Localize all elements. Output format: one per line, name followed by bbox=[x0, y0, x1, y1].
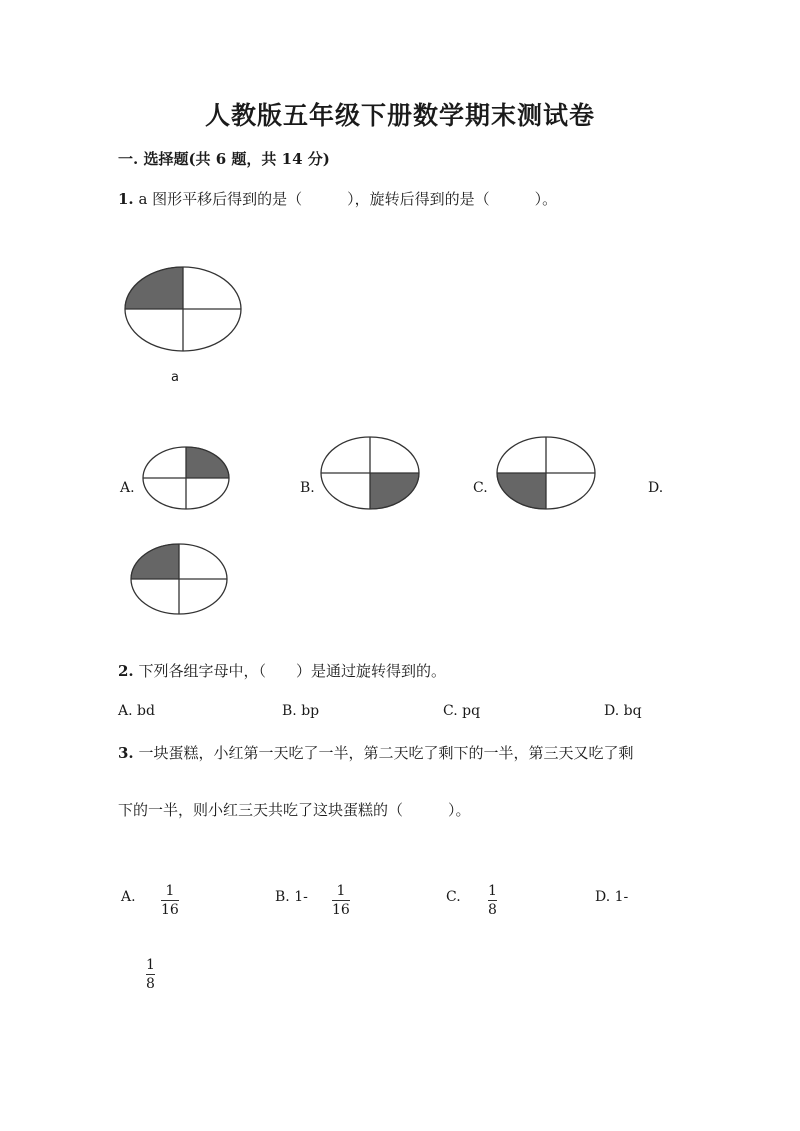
q1-option-d-figure[interactable] bbox=[130, 543, 228, 615]
q1-option-c-label: C. bbox=[473, 480, 488, 496]
question-3-text-line2: 下的一半，则小红三天共吃了这块蛋糕的（ ）。 bbox=[118, 801, 471, 819]
question-2 bbox=[118, 660, 446, 681]
q1-option-a-figure[interactable] bbox=[142, 446, 230, 510]
question-3 bbox=[118, 742, 633, 763]
fraction-denominator: 16 bbox=[161, 902, 179, 918]
question-2-number: 2. bbox=[118, 662, 134, 680]
fraction-numerator: 1 bbox=[146, 957, 155, 973]
fraction-denominator: 8 bbox=[488, 902, 497, 918]
q3-option-c-fraction bbox=[488, 883, 497, 918]
q3-option-d-label[interactable]: D. 1- bbox=[595, 889, 629, 905]
q3-option-d-fraction bbox=[146, 957, 155, 992]
question-2-text: 下列各组字母中，（ ）是通过旋转得到的。 bbox=[138, 662, 446, 680]
section-heading: 一. 选择题(共 6 题，共 14 分) bbox=[118, 150, 330, 168]
q2-option-d[interactable]: D. bq bbox=[604, 703, 642, 719]
question-3-text-line1: 一块蛋糕，小红第一天吃了一半，第二天吃了剩下的一半，第三天又吃了剩 bbox=[138, 744, 634, 762]
q2-option-c[interactable]: C. pq bbox=[443, 703, 481, 719]
figure-a bbox=[124, 266, 242, 352]
q1-option-b-figure[interactable] bbox=[320, 436, 420, 510]
figure-a-label: a bbox=[171, 370, 179, 385]
q3-option-a-fraction bbox=[161, 883, 179, 918]
fraction-denominator: 8 bbox=[146, 976, 155, 992]
question-3-number: 3. bbox=[118, 744, 134, 762]
question-1 bbox=[118, 188, 557, 209]
q1-option-d-label: D. bbox=[648, 480, 664, 496]
fraction-numerator: 1 bbox=[165, 883, 175, 899]
fraction-numerator: 1 bbox=[488, 883, 497, 899]
q1-option-a-label: A. bbox=[120, 480, 135, 496]
q1-option-c-figure[interactable] bbox=[496, 436, 596, 510]
q2-option-a[interactable]: A. bd bbox=[118, 703, 155, 719]
q3-option-c-label[interactable]: C. bbox=[446, 889, 461, 905]
page-title: 人教版五年级下册数学期末测试卷 bbox=[204, 101, 595, 130]
q1-option-b-label: B. bbox=[300, 480, 315, 496]
fraction-denominator: 16 bbox=[332, 902, 350, 918]
q2-option-b[interactable]: B. bp bbox=[282, 703, 320, 719]
question-1-text: a 图形平移后得到的是（ ），旋转后得到的是（ ）。 bbox=[138, 190, 558, 208]
question-1-number: 1. bbox=[118, 190, 134, 208]
q3-option-b-label[interactable]: B. 1- bbox=[275, 889, 308, 905]
fraction-numerator: 1 bbox=[336, 883, 346, 899]
q3-option-a-label[interactable]: A. bbox=[121, 889, 136, 905]
q3-option-b-fraction bbox=[332, 883, 350, 918]
